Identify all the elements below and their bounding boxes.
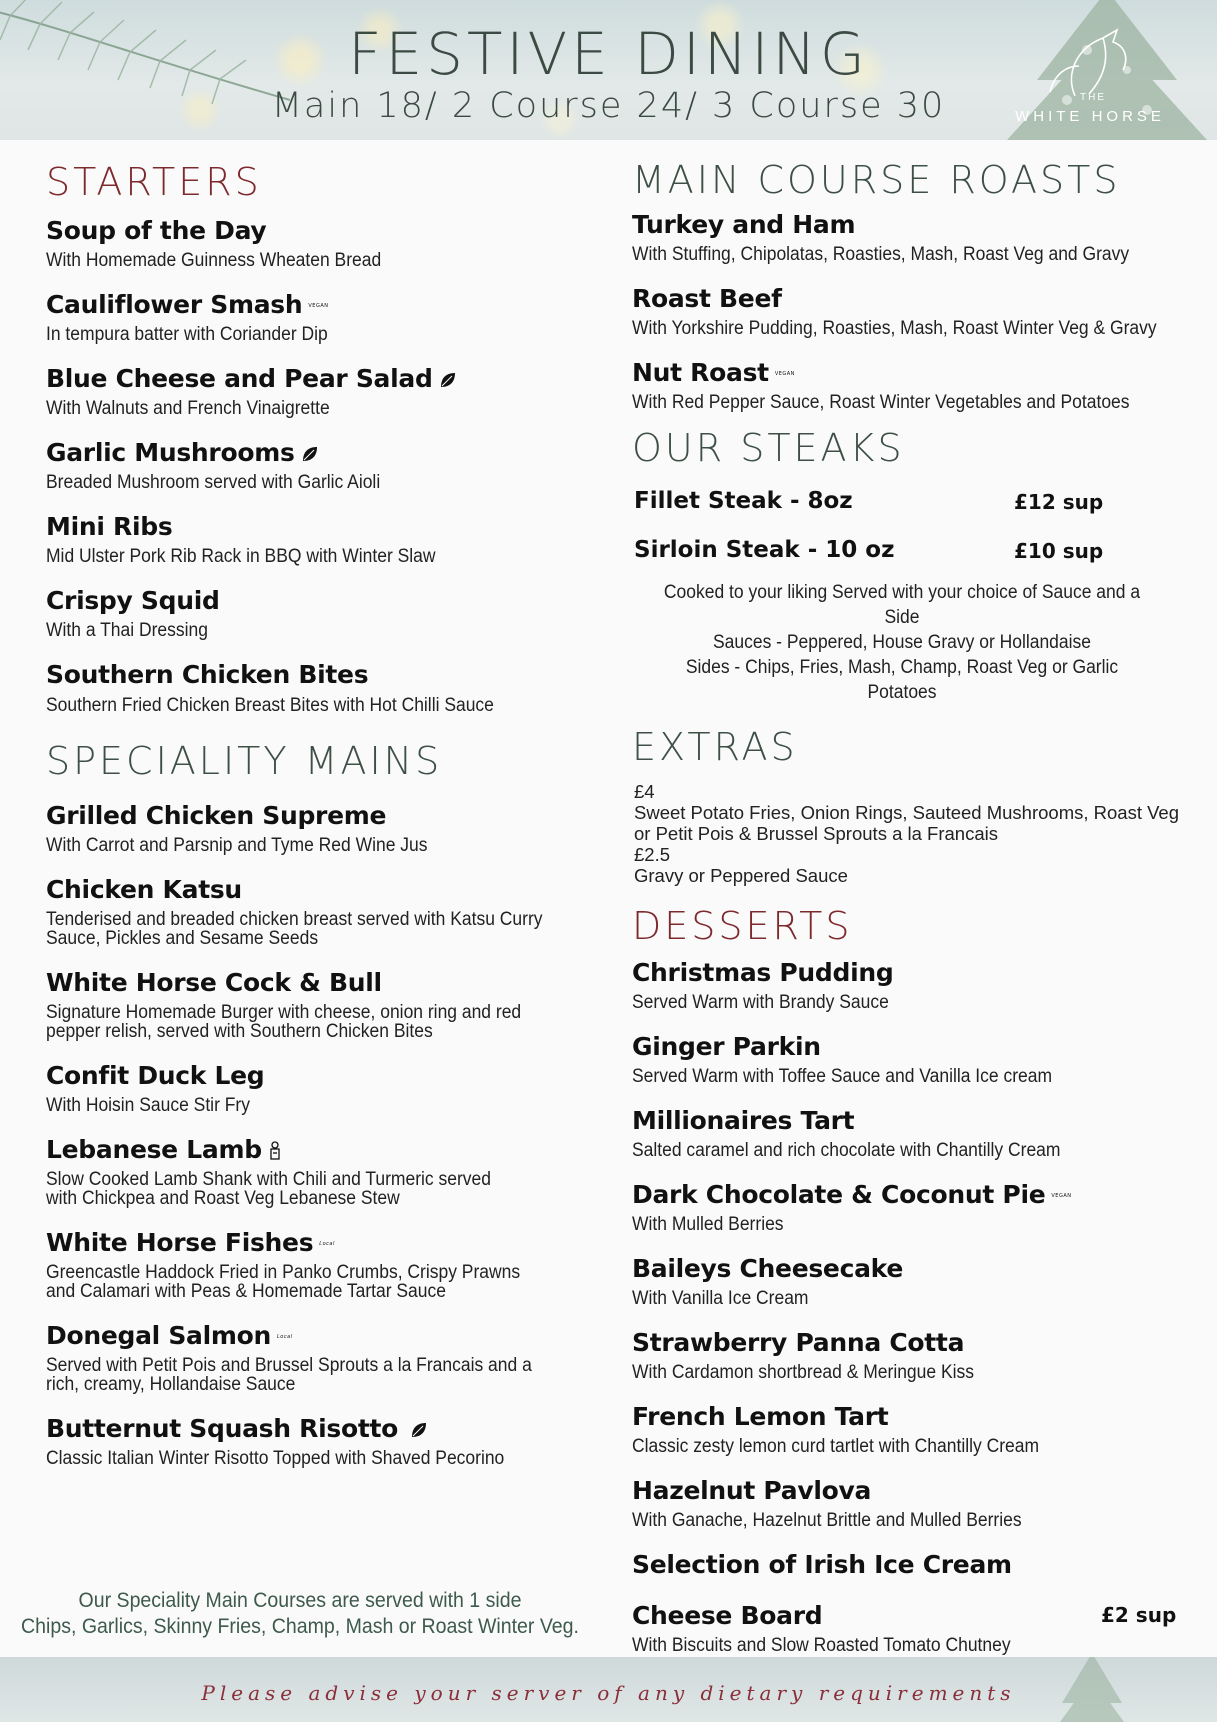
menu-item <box>46 1061 566 1115</box>
item-description: Signature Homemade Burger with cheese, onion ring and red pepper relish, served with Southern Chicken Bites <box>46 1002 522 1042</box>
item-description: Served with Petit Pois and Brussel Sprouts a la Francais and a rich, creamy, Hollandaise Sauce <box>46 1355 532 1395</box>
item-name: Strawberry Panna Cotta <box>632 1328 965 1357</box>
menu-item <box>632 358 1192 412</box>
speciality-sides-note <box>21 1588 579 1640</box>
item-name-row <box>46 1228 566 1257</box>
item-description: With Stuffing, Chipolatas, Roasties, Mash, Roast Veg and Gravy <box>632 244 1130 265</box>
item-description: Served Warm with Brandy Sauce <box>632 992 889 1013</box>
item-description: With Cardamon shortbread & Meringue Kiss <box>632 1362 974 1383</box>
logo-the-text: THE <box>1080 92 1106 103</box>
section-heading-main-course-roasts: MAIN COURSE ROASTS <box>632 158 1121 202</box>
course-pricing: Main 18/ 2 Course 24/ 3 Course 30 <box>271 86 946 126</box>
item-description: With Carrot and Parsnip and Tyme Red Wine Jus <box>46 835 428 856</box>
section-heading-extras: EXTRAS <box>632 725 798 769</box>
vegetarian-leaf-icon <box>439 371 457 389</box>
item-name: Mini Ribs <box>46 512 173 541</box>
item-name-row <box>46 364 566 393</box>
menu-item <box>46 801 566 855</box>
item-description: With Biscuits and Slow Roasted Tomato Chutney <box>632 1635 1011 1656</box>
item-description: Slow Cooked Lamb Shank with Chili and Turmeric served with Chickpea and Roast Veg Lebanese Stew <box>46 1169 491 1209</box>
item-price: £2 sup <box>1101 1603 1177 1627</box>
dietary-notice: Please advise your server of any dietary requirements <box>201 1681 1016 1705</box>
item-name: Ginger Parkin <box>632 1032 821 1061</box>
item-name-row <box>46 290 566 319</box>
item-description: Greencastle Haddock Fried in Panko Crumbs, Crispy Prawns and Calamari with Peas & Homemade Tartar Sauce <box>46 1262 521 1302</box>
menu-item <box>46 438 566 492</box>
item-description: With Walnuts and French Vinaigrette <box>46 398 330 419</box>
page-title: FESTIVE DINING <box>348 20 869 88</box>
speciality-note-line1: Our Speciality Main Courses are served with 1 side <box>78 1589 522 1612</box>
item-description: With Mulled Berries <box>632 1214 784 1235</box>
item-name: Donegal Salmon <box>46 1321 271 1350</box>
item-description: Served Warm with Toffee Sauce and Vanilla Ice cream <box>632 1066 1053 1087</box>
item-name: Blue Cheese and Pear Salad <box>46 364 433 393</box>
extras-items: Sweet Potato Fries, Onion Rings, Sauteed Mushrooms, Roast Veg or Petit Pois & Brussel Sprouts a la Francais <box>634 802 1180 844</box>
extras-price: £2.5 <box>634 844 671 865</box>
menu-item <box>632 1328 1192 1382</box>
right-column <box>632 158 1192 1655</box>
item-description: With Ganache, Hazelnut Brittle and Mulled Berries <box>632 1510 1022 1531</box>
logo-name-text: WHITE HORSE <box>1015 108 1165 125</box>
vegetarian-leaf-icon <box>301 445 319 463</box>
local-tag: Local <box>277 1334 293 1340</box>
steak-note-line2: Sauces - Peppered, House Gravy or Hollandaise <box>713 632 1091 653</box>
menu-item <box>46 1321 566 1394</box>
menu-item <box>632 1032 1192 1086</box>
item-name-row <box>632 1180 1192 1209</box>
section-heading-starters: STARTERS <box>46 160 262 204</box>
item-name: Cheese Board <box>632 1601 823 1630</box>
item-description: Classic Italian Winter Risotto Topped with Shaved Pecorino <box>46 1448 505 1469</box>
item-description: Mid Ulster Pork Rib Rack in BBQ with Winter Slaw <box>46 546 436 567</box>
vegetarian-leaf-icon <box>410 1421 428 1439</box>
steak-price: £10 sup <box>1014 539 1104 563</box>
menu-item <box>632 1550 1192 1579</box>
item-description: With Red Pepper Sauce, Roast Winter Vegetables and Potatoes <box>632 392 1130 413</box>
item-name-row <box>46 438 566 467</box>
extras-items: Gravy or Peppered Sauce <box>634 865 848 886</box>
item-name-row <box>46 1321 566 1350</box>
item-name: Millionaires Tart <box>632 1106 855 1135</box>
steak-name: Fillet Steak - 8oz <box>634 488 853 514</box>
item-name: Butternut Squash Risotto <box>46 1414 398 1443</box>
item-name: Nut Roast <box>632 358 769 387</box>
footer-banner <box>0 1657 1217 1722</box>
local-tag: Local <box>319 1241 335 1247</box>
item-name: White Horse Fishes <box>46 1228 314 1257</box>
steak-name: Sirloin Steak - 10 oz <box>634 537 895 563</box>
item-name: Hazelnut Pavlova <box>632 1476 872 1505</box>
steak-price: £12 sup <box>1014 490 1104 514</box>
menu-item <box>46 875 566 948</box>
menu-item <box>46 512 566 566</box>
item-description: Salted caramel and rich chocolate with Chantilly Cream <box>632 1140 1061 1161</box>
item-name: Cauliflower Smash <box>46 290 303 319</box>
extras-price: £4 <box>634 781 655 802</box>
menu-item <box>46 290 566 344</box>
item-description: With Homemade Guinness Wheaten Bread <box>46 250 382 271</box>
item-description: With Vanilla Ice Cream <box>632 1288 809 1309</box>
steak-note-line3: Sides - Chips, Fries, Mash, Champ, Roast Veg or Garlic Potatoes <box>685 657 1119 703</box>
item-name: Grilled Chicken Supreme <box>46 801 387 830</box>
item-name-row <box>632 358 1192 387</box>
menu-item <box>46 660 566 717</box>
item-name-row <box>46 1414 566 1443</box>
item-name: Baileys Cheesecake <box>632 1254 903 1283</box>
steak-note-line1: Cooked to your liking Served with your choice of Sauce and a Side <box>663 582 1141 628</box>
item-name: Chicken Katsu <box>46 875 242 904</box>
item-description: Classic zesty lemon curd tartlet with Chantilly Cream <box>632 1436 1040 1457</box>
menu-item <box>46 1228 566 1301</box>
item-name: Southern Chicken Bites <box>46 660 369 689</box>
section-heading-desserts: DESSERTS <box>632 904 853 948</box>
item-name: French Lemon Tart <box>632 1402 889 1431</box>
menu-item <box>46 216 566 270</box>
chef-icon <box>268 1141 282 1161</box>
menu-item <box>46 586 566 640</box>
item-description: In tempura batter with Coriander Dip <box>46 324 328 345</box>
steak-row <box>634 537 1192 577</box>
item-description: Breaded Mushroom served with Garlic Aioli <box>46 472 381 493</box>
menu-item <box>632 958 1192 1012</box>
item-name: Dark Chocolate & Coconut Pie <box>632 1180 1046 1209</box>
vegan-tag: VEGAN <box>774 371 795 377</box>
menu-item <box>632 284 1192 338</box>
section-heading-speciality-mains: SPECIALITY MAINS <box>46 739 443 783</box>
item-name: Turkey and Ham <box>632 210 856 239</box>
item-description: With Yorkshire Pudding, Roasties, Mash, Roast Winter Veg & Gravy <box>632 318 1157 339</box>
item-name: Roast Beef <box>632 284 782 313</box>
menu-item <box>632 1106 1192 1160</box>
item-description: Tenderised and breaded chicken breast served with Katsu Curry Sauce, Pickles and Sesame Seeds <box>46 909 543 949</box>
extras-list <box>634 781 1194 886</box>
item-name: Christmas Pudding <box>632 958 894 987</box>
item-name: Confit Duck Leg <box>46 1061 265 1090</box>
menu-item <box>632 1476 1192 1530</box>
item-description: Southern Fried Chicken Breast Bites with Hot Chilli Sauce <box>46 695 494 716</box>
item-description: With a Thai Dressing <box>46 620 208 641</box>
item-name: Garlic Mushrooms <box>46 438 295 467</box>
menu-item <box>632 1601 1192 1655</box>
item-name-row <box>46 1135 566 1164</box>
steak-row <box>634 488 1192 528</box>
menu-item <box>632 1402 1192 1456</box>
left-column <box>46 160 566 1468</box>
menu-item <box>46 968 566 1041</box>
header-banner <box>0 0 1217 140</box>
menu-item <box>46 1135 566 1208</box>
menu-item <box>46 1414 566 1468</box>
item-name: Lebanese Lamb <box>46 1135 262 1164</box>
item-description: With Hoisin Sauce Stir Fry <box>46 1095 250 1116</box>
vegan-tag: VEGAN <box>1051 1193 1072 1199</box>
section-heading-our-steaks: OUR STEAKS <box>632 426 905 470</box>
speciality-note-line2: Chips, Garlics, Skinny Fries, Champ, Mash or Roast Winter Veg. <box>21 1615 579 1638</box>
vegan-tag: VEGAN <box>308 303 329 309</box>
item-name: White Horse Cock & Bull <box>46 968 382 997</box>
menu-item <box>632 210 1192 264</box>
item-name: Selection of Irish Ice Cream <box>632 1550 1012 1579</box>
menu-item <box>632 1180 1192 1234</box>
menu-item <box>632 1254 1192 1308</box>
steak-note <box>654 580 1151 705</box>
item-name: Soup of the Day <box>46 216 267 245</box>
item-name: Crispy Squid <box>46 586 220 615</box>
menu-item <box>46 364 566 418</box>
